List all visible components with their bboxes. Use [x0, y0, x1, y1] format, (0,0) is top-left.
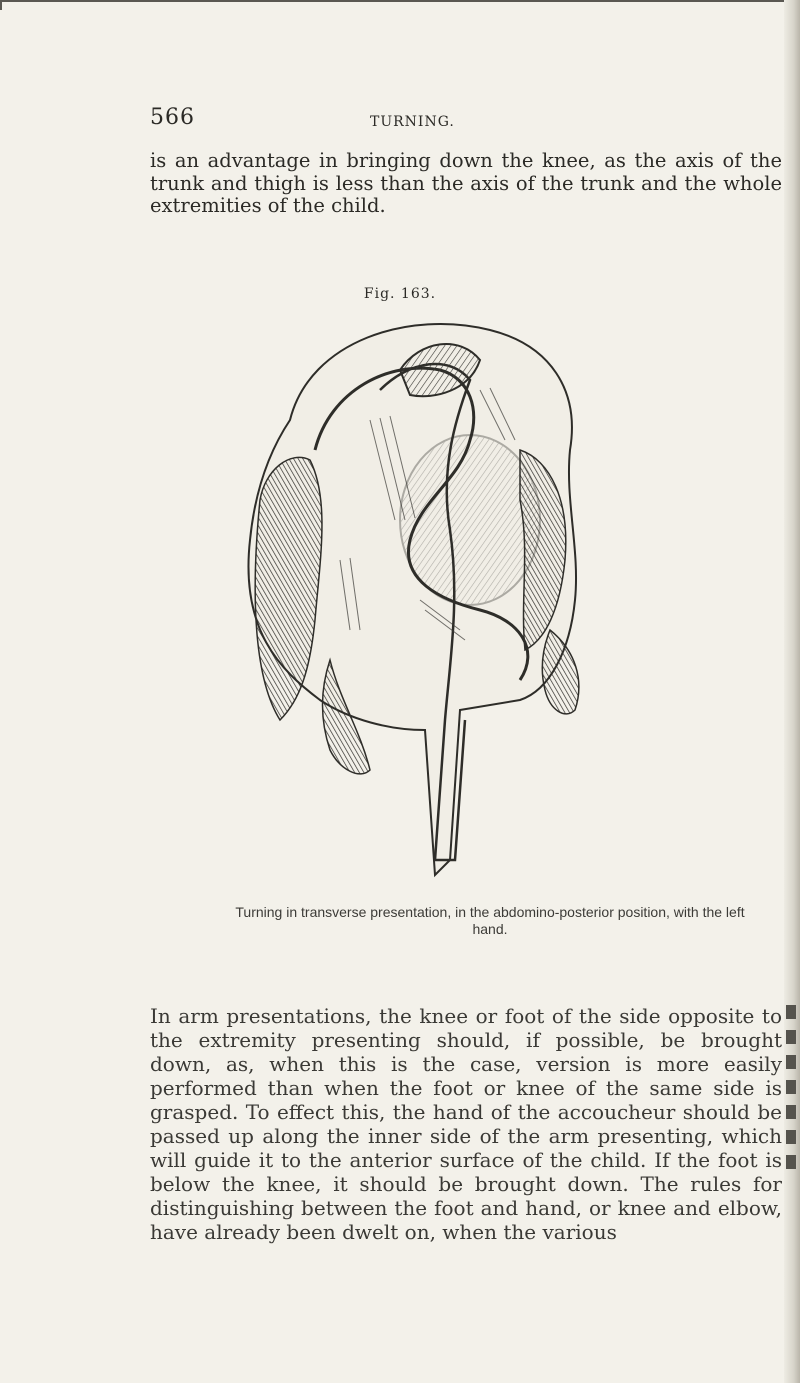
obstetric-illustration	[220, 300, 640, 890]
edge-mark	[786, 1080, 796, 1094]
edge-mark	[786, 1055, 796, 1069]
edge-mark	[786, 1130, 796, 1144]
edge-mark	[786, 1105, 796, 1119]
figure-caption: Turning in transverse presentation, in the abdomino-posterior position, with the left hand.	[235, 904, 745, 937]
edge-mark	[786, 1005, 796, 1019]
lower-right-limb	[542, 630, 579, 714]
figure-label: Fig. 163.	[363, 286, 437, 302]
fetal-head	[400, 435, 540, 605]
paragraph-2: In arm presentations, the knee or foot of the side opposite to the extremity presenting should, if possible, be brought down, as, when this is the case, version is more easily performed than when the foot or knee of the same side is grasped. To effect this, the hand of the accoucheur should be passed up along the inner side of the arm presenting, which will guide it to the anterior surface of the child. If the foot is below the knee, it should be brought down. The rules for distinguishing between the foot and hand, or knee and elbow, have already been dwelt on, when the various	[150, 1004, 782, 1244]
running-head: TURNING.	[370, 114, 455, 130]
page-number: 566	[150, 105, 195, 130]
page-edge	[784, 0, 800, 1383]
edge-mark	[786, 1030, 796, 1044]
paragraph-1: is an advantage in bringing down the knee, as the axis of the trunk and thigh is less than the axis of the trunk and the whole extremities of the child.	[150, 149, 782, 217]
page-border	[0, 0, 800, 10]
edge-mark	[786, 1155, 796, 1169]
